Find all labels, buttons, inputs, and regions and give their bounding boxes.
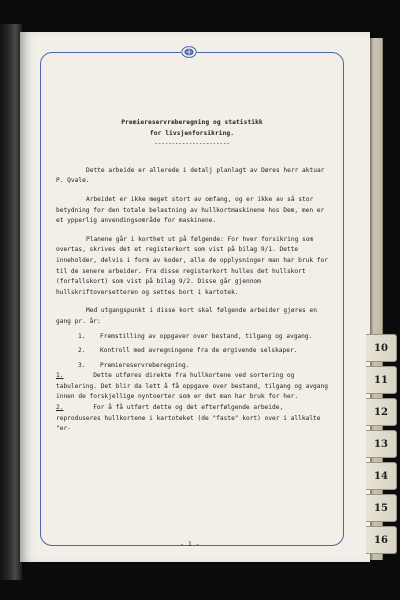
section-2 <box>56 403 328 435</box>
index-tab[interactable]: 16 <box>366 526 397 554</box>
paragraph-1: Dette arbeide er allerede i detalj planlagt av Døres herr aktuar P. Qvale. <box>56 166 325 185</box>
list-text: Kontroll med avregningene fra de ørgivende selskaper. <box>100 347 298 355</box>
section-number: 1. <box>56 372 64 380</box>
list-text: Fremstilling av oppgaver over bestand, tilgang og avgang. <box>100 332 313 340</box>
list-item <box>78 361 328 372</box>
index-tab[interactable]: 14 <box>366 462 397 490</box>
section-number: 2. <box>56 404 64 412</box>
page-number: - 1 - <box>180 540 200 548</box>
list-text: Premiereservreberegning. <box>100 361 190 369</box>
section-text: Dette utføres direkte fra hullkortene ved sortering og tabulering. Det blir da lett å få oppgave over bestand, tilgang og avgang innen de forskjellige nyntoerter som er det man har bruk for her. <box>56 372 328 401</box>
section-1 <box>56 371 328 403</box>
subtitle-underline: ---------------------- <box>154 140 230 148</box>
index-tab[interactable]: 15 <box>366 494 397 522</box>
binder-spine <box>0 24 22 580</box>
paragraph-2: Arbeidet er ikke meget stort av omfang, og er ikke av så stor betydning for den totale belastning av hullkortmaskinene hos Dem, men er et ypperlig anvendingsområde for maskinene. <box>56 195 325 225</box>
list-number: 1. <box>78 332 86 340</box>
document-body <box>56 118 328 435</box>
index-tab[interactable]: 12 <box>366 398 397 426</box>
list-item <box>78 332 328 343</box>
list-number: 3. <box>78 361 86 369</box>
section-text: For å få utført dette og det efterfølgende arbeide, reproduseres hullkortene i kartoteket (de "faste" kort) over i allkalte "er- <box>56 404 321 433</box>
crest-emblem-icon <box>181 46 197 58</box>
document-subtitle: for livsjenforsikring. <box>149 129 235 137</box>
document-title: Premiereservreberegning og statistikk <box>121 119 263 126</box>
index-tab[interactable]: 10 <box>366 334 397 362</box>
paragraph-4: Med utgangspunkt i disse kort skal følgende arbeider gjøres en gang pr. år: <box>56 307 317 325</box>
list-item <box>78 346 328 357</box>
index-tab[interactable]: 13 <box>366 430 397 458</box>
list-number: 2. <box>78 347 86 355</box>
index-tab[interactable]: 11 <box>366 366 397 394</box>
paragraph-3: Planene går i korthet ut på følgende: For hver forsikring som overtas, skrives det et registerkort som vist på bilag 9/1. Dette inneholder, delvis i form av koder, alle de opplysninger man har bruk for til de senere arbeider. Fra disse registerkort hulles det hullskort (forfallskort) som vist på bilag 9/2. Disse går gjennom hullskriftoversetteren og settes bort i kartotek. <box>56 235 328 296</box>
